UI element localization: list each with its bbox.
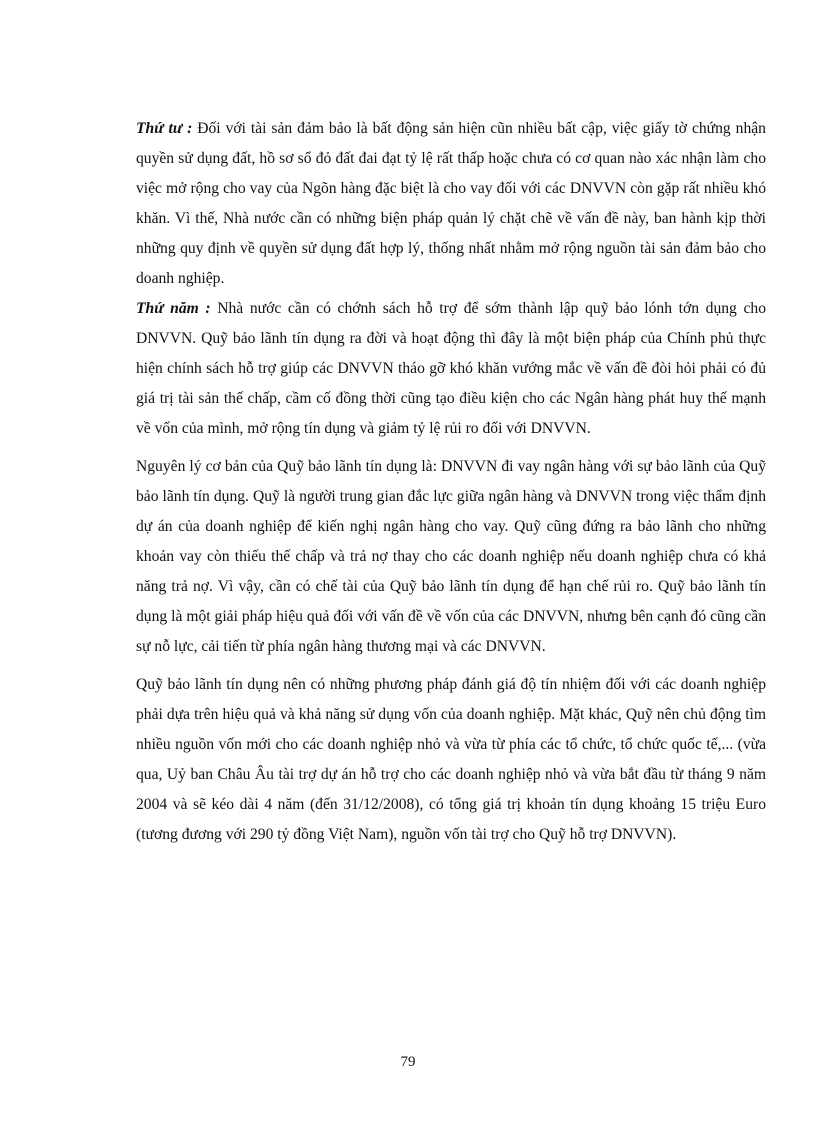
paragraph-text: Quỹ bảo lãnh tín dụng nên có những phương pháp đánh giá độ tín nhiệm đối với các doanh nghiệp phải dựa trên hiệu quả và khả năng sử dụng vốn của doanh nghiệp. Mặt khác, Quỹ nên chủ động tìm nhiều nguồn vốn mới cho các doanh nghiệp nhỏ và vừa từ phía các tổ chức, tổ chức quốc tế,... (vừa qua, Uỷ ban Châu Âu tài trợ dự án hỗ trợ cho các doanh nghiệp nhỏ và vừa bắt đầu từ tháng 9 năm 2004 và sẽ kéo dài 4 năm (đến 31/12/2008), có tổng giá trị khoản tín dụng khoảng 15 triệu Euro (tương đương với 290 tỷ đồng Việt Nam), nguồn vốn tài trợ cho Quỹ hỗ trợ DNVVN). [136,676,766,843]
paragraph-fourth [136,114,766,294]
paragraph-lead: Thứ tư : [136,120,193,137]
page-number: 79 [400,1054,416,1070]
paragraph-text: Nhà nước cần có chớnh sách hỗ trợ để sớm thành lập quỹ bảo lónh tớn dụng cho DNVVN. Quỹ bảo lãnh tín dụng ra đời và hoạt động thì đây là một biện pháp của Chính phủ thực hiện chính sách hỗ trợ giúp các DNVVN tháo gỡ khó khăn vướng mắc về vấn đề đòi hỏi phải có đủ giá trị tài sản thế chấp, cầm cố đồng thời cũng tạo điều kiện cho các Ngân hàng phát huy thế mạnh về vốn của mình, mở rộng tín dụng và giảm tỷ lệ rủi ro đối với DNVVN. [136,300,766,437]
document-body [136,114,766,850]
paragraph-principle [136,452,766,662]
paragraph-fifth [136,294,766,444]
paragraph-evaluation [136,670,766,850]
paragraph-text: Đối với tài sản đảm bảo là bất động sản hiện cũn nhiều bất cập, việc giấy tờ chứng nhận quyền sử dụng đất, hồ sơ sổ đỏ đất đai đạt tỷ lệ rất thấp hoặc chưa có cơ quan nào xác nhận làm cho việc mở rộng cho vay của Ngõn hàng đặc biệt là cho vay đối với các DNVVN còn gặp rất nhiều khó khăn. Vì thế, Nhà nước cần có những biện pháp quản lý chặt chẽ về vấn đề này, ban hành kịp thời những quy định về quyền sử dụng đất hợp lý, thống nhất nhằm mở rộng nguồn tài sản đảm bảo cho doanh nghiệp. [136,120,766,287]
paragraph-text: Nguyên lý cơ bản của Quỹ bảo lãnh tín dụng là: DNVVN đi vay ngân hàng với sự bảo lãnh của Quỹ bảo lãnh tín dụng. Quỹ là người trung gian đắc lực giữa ngân hàng và DNVVN trong việc thẩm định dự án của doanh nghiệp để kiến nghị ngân hàng cho vay. Quỹ cũng đứng ra bảo lãnh cho những khoản vay còn thiếu thế chấp và trả nợ thay cho các doanh nghiệp nếu doanh nghiệp chưa có khả năng trả nợ. Vì vậy, cần có chế tài của Quỹ bảo lãnh tín dụng để hạn chế rủi ro. Quỹ bảo lãnh tín dụng là một giải pháp hiệu quả đối với vấn đề về vốn của các DNVVN, nhưng bên cạnh đó cũng cần sự nỗ lực, cải tiến từ phía ngân hàng thương mại và các DNVVN. [136,458,766,655]
paragraph-lead: Thứ năm : [136,300,211,317]
